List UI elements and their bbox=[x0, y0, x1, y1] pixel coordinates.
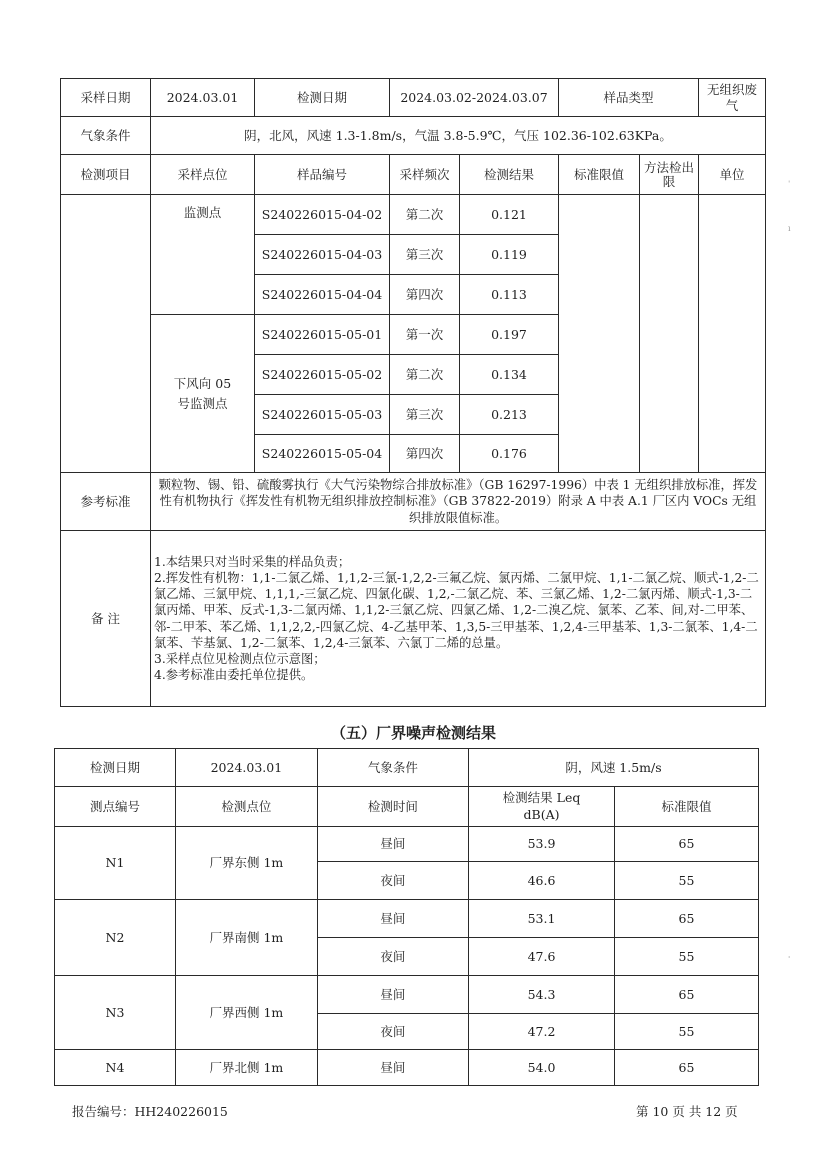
noise-limit: 55 bbox=[615, 862, 759, 900]
sample-type-label: 样品类型 bbox=[559, 79, 699, 117]
frequency: 第四次 bbox=[390, 435, 460, 473]
point-id: N1 bbox=[55, 827, 176, 900]
unit-cell bbox=[699, 195, 766, 473]
col-noise-result: 检测结果 Leq dB(A) bbox=[469, 787, 615, 827]
frequency: 第三次 bbox=[390, 395, 460, 435]
noise-results-table bbox=[54, 748, 759, 1086]
time-period: 夜间 bbox=[317, 1014, 468, 1050]
weather-value: 阴，北风，风速 1.3-1.8m/s，气温 3.8-5.9℃，气压 102.36-102.63KPa。 bbox=[151, 117, 766, 155]
note-item: 1.本结果只对当时采集的样品负责； bbox=[154, 554, 351, 569]
result-value: 0.197 bbox=[460, 315, 559, 355]
time-period: 夜间 bbox=[317, 862, 468, 900]
noise-test-date-label: 检测日期 bbox=[55, 749, 176, 787]
col-sampling-point: 采样点位 bbox=[151, 155, 255, 195]
frequency: 第四次 bbox=[390, 275, 460, 315]
noise-weather: 阴，风速 1.5m/s bbox=[469, 749, 759, 787]
frequency: 第二次 bbox=[390, 195, 460, 235]
result-value: 0.213 bbox=[460, 395, 559, 435]
notes-label: 备 注 bbox=[61, 531, 151, 707]
noise-limit: 65 bbox=[615, 827, 759, 862]
point-id: N2 bbox=[55, 900, 176, 976]
result-value: 0.176 bbox=[460, 435, 559, 473]
sample-type: 无组织废气 bbox=[699, 79, 766, 117]
point-label: 下风向 05 号监测点 bbox=[151, 315, 255, 473]
point-location: 厂界南侧 1m bbox=[175, 900, 317, 976]
col-sample-code: 样品编号 bbox=[255, 155, 390, 195]
time-period: 夜间 bbox=[317, 938, 468, 976]
test-item-cell bbox=[61, 195, 151, 473]
col-detection-limit: 方法检出限 bbox=[640, 155, 699, 195]
point-id: N4 bbox=[55, 1050, 176, 1086]
col-result: 检测结果 bbox=[460, 155, 559, 195]
col-limit: 标准限值 bbox=[559, 155, 640, 195]
section-title-noise: （五）厂界噪声检测结果 bbox=[330, 724, 496, 742]
noise-result: 53.1 bbox=[469, 900, 615, 938]
note-item: 2.挥发性有机物：1,1-二氯乙烯、1,1,2-三氯-1,2,2-三氟乙烷、氯丙烯、二氯甲烷、1,1-二氯乙烷、顺式-1,2-二氯乙烯、三氯甲烷、1,1,1,-三氯乙烷、四氯化碳、1,2,-二氯乙烷、苯、三氯乙烯、1,2-二氯丙烯、顺式-1,3-二氯丙烯、甲苯、反式-1,3-二氯丙烯、1,1,2-三氯乙烷、四氯乙烯、1,2-二溴乙烷、氯苯、乙苯、间,对-二甲苯、邻-二甲苯、苯乙烯、1,1,2,2,-四氯乙烷、4-乙基甲苯、1,3,5-三甲基苯、1,2,4-三甲基苯、1,3-二氯苯、1,4-二氯苯、苄基氯、1,2-二氯苯、1,2,4-三氯苯、六氯丁二烯的总量。 bbox=[154, 570, 759, 650]
reference-text: 颗粒物、锡、铅、硫酸雾执行《大气污染物综合排放标准》（GB 16297-1996）中表 1 无组织排放标准，挥发性有机物执行《挥发性有机物无组织排放控制标准》（GB 37822-2019）附录 A 中表 A.1 厂区内 VOCs 无组织排放限值标准。 bbox=[151, 473, 766, 531]
page-number: 第 10 页 共 12 页 bbox=[636, 1104, 738, 1119]
noise-result: 54.3 bbox=[469, 976, 615, 1014]
time-period: 昼间 bbox=[317, 827, 468, 862]
noise-test-date: 2024.03.01 bbox=[175, 749, 317, 787]
noise-weather-label: 气象条件 bbox=[317, 749, 468, 787]
frequency: 第二次 bbox=[390, 355, 460, 395]
time-period: 昼间 bbox=[317, 900, 468, 938]
sample-code: S240226015-04-03 bbox=[255, 235, 390, 275]
note-item: 4.参考标准由委托单位提供。 bbox=[154, 668, 314, 683]
result-value: 0.121 bbox=[460, 195, 559, 235]
sampling-date: 2024.03.01 bbox=[151, 79, 255, 117]
result-value: 0.113 bbox=[460, 275, 559, 315]
noise-result: 47.2 bbox=[469, 1014, 615, 1050]
col-time: 检测时间 bbox=[317, 787, 468, 827]
detection-limit-cell bbox=[640, 195, 699, 473]
sample-code: S240226015-04-04 bbox=[255, 275, 390, 315]
scan-mark: ˌ bbox=[788, 950, 791, 959]
result-value: 0.134 bbox=[460, 355, 559, 395]
point-location: 厂界北侧 1m bbox=[175, 1050, 317, 1086]
test-date-label: 检测日期 bbox=[255, 79, 390, 117]
col-unit: 单位 bbox=[699, 155, 766, 195]
col-test-item: 检测项目 bbox=[61, 155, 151, 195]
noise-limit: 55 bbox=[615, 1014, 759, 1050]
point-label: 监测点 bbox=[151, 195, 255, 315]
limit-cell bbox=[559, 195, 640, 473]
note-item: 3.采样点位见检测点位示意图； bbox=[154, 651, 326, 666]
result-value: 0.119 bbox=[460, 235, 559, 275]
frequency: 第一次 bbox=[390, 315, 460, 355]
weather-label: 气象条件 bbox=[61, 117, 151, 155]
sample-code: S240226015-05-02 bbox=[255, 355, 390, 395]
sampling-date-label: 采样日期 bbox=[61, 79, 151, 117]
scan-mark: ˈ bbox=[788, 180, 791, 189]
noise-result: 53.9 bbox=[469, 827, 615, 862]
sample-code: S240226015-05-03 bbox=[255, 395, 390, 435]
col-location: 检测点位 bbox=[175, 787, 317, 827]
noise-limit: 65 bbox=[615, 1050, 759, 1086]
scan-mark: ı bbox=[788, 224, 791, 233]
noise-limit: 55 bbox=[615, 938, 759, 976]
reference-label: 参考标准 bbox=[61, 473, 151, 531]
test-date: 2024.03.02-2024.03.07 bbox=[390, 79, 559, 117]
noise-limit: 65 bbox=[615, 976, 759, 1014]
time-period: 昼间 bbox=[317, 1050, 468, 1086]
frequency: 第三次 bbox=[390, 235, 460, 275]
col-point-id: 测点编号 bbox=[55, 787, 176, 827]
col-frequency: 采样频次 bbox=[390, 155, 460, 195]
point-id: N3 bbox=[55, 976, 176, 1050]
sample-code: S240226015-05-04 bbox=[255, 435, 390, 473]
report-number: 报告编号：HH240226015 bbox=[72, 1104, 228, 1119]
notes-content bbox=[151, 531, 766, 707]
point-location: 厂界西侧 1m bbox=[175, 976, 317, 1050]
noise-result: 46.6 bbox=[469, 862, 615, 900]
noise-result: 54.0 bbox=[469, 1050, 615, 1086]
sample-code: S240226015-04-02 bbox=[255, 195, 390, 235]
noise-limit: 65 bbox=[615, 900, 759, 938]
sample-code: S240226015-05-01 bbox=[255, 315, 390, 355]
time-period: 昼间 bbox=[317, 976, 468, 1014]
point-location: 厂界东侧 1m bbox=[175, 827, 317, 900]
air-results-table bbox=[60, 78, 766, 707]
noise-result: 47.6 bbox=[469, 938, 615, 976]
col-noise-limit: 标准限值 bbox=[615, 787, 759, 827]
